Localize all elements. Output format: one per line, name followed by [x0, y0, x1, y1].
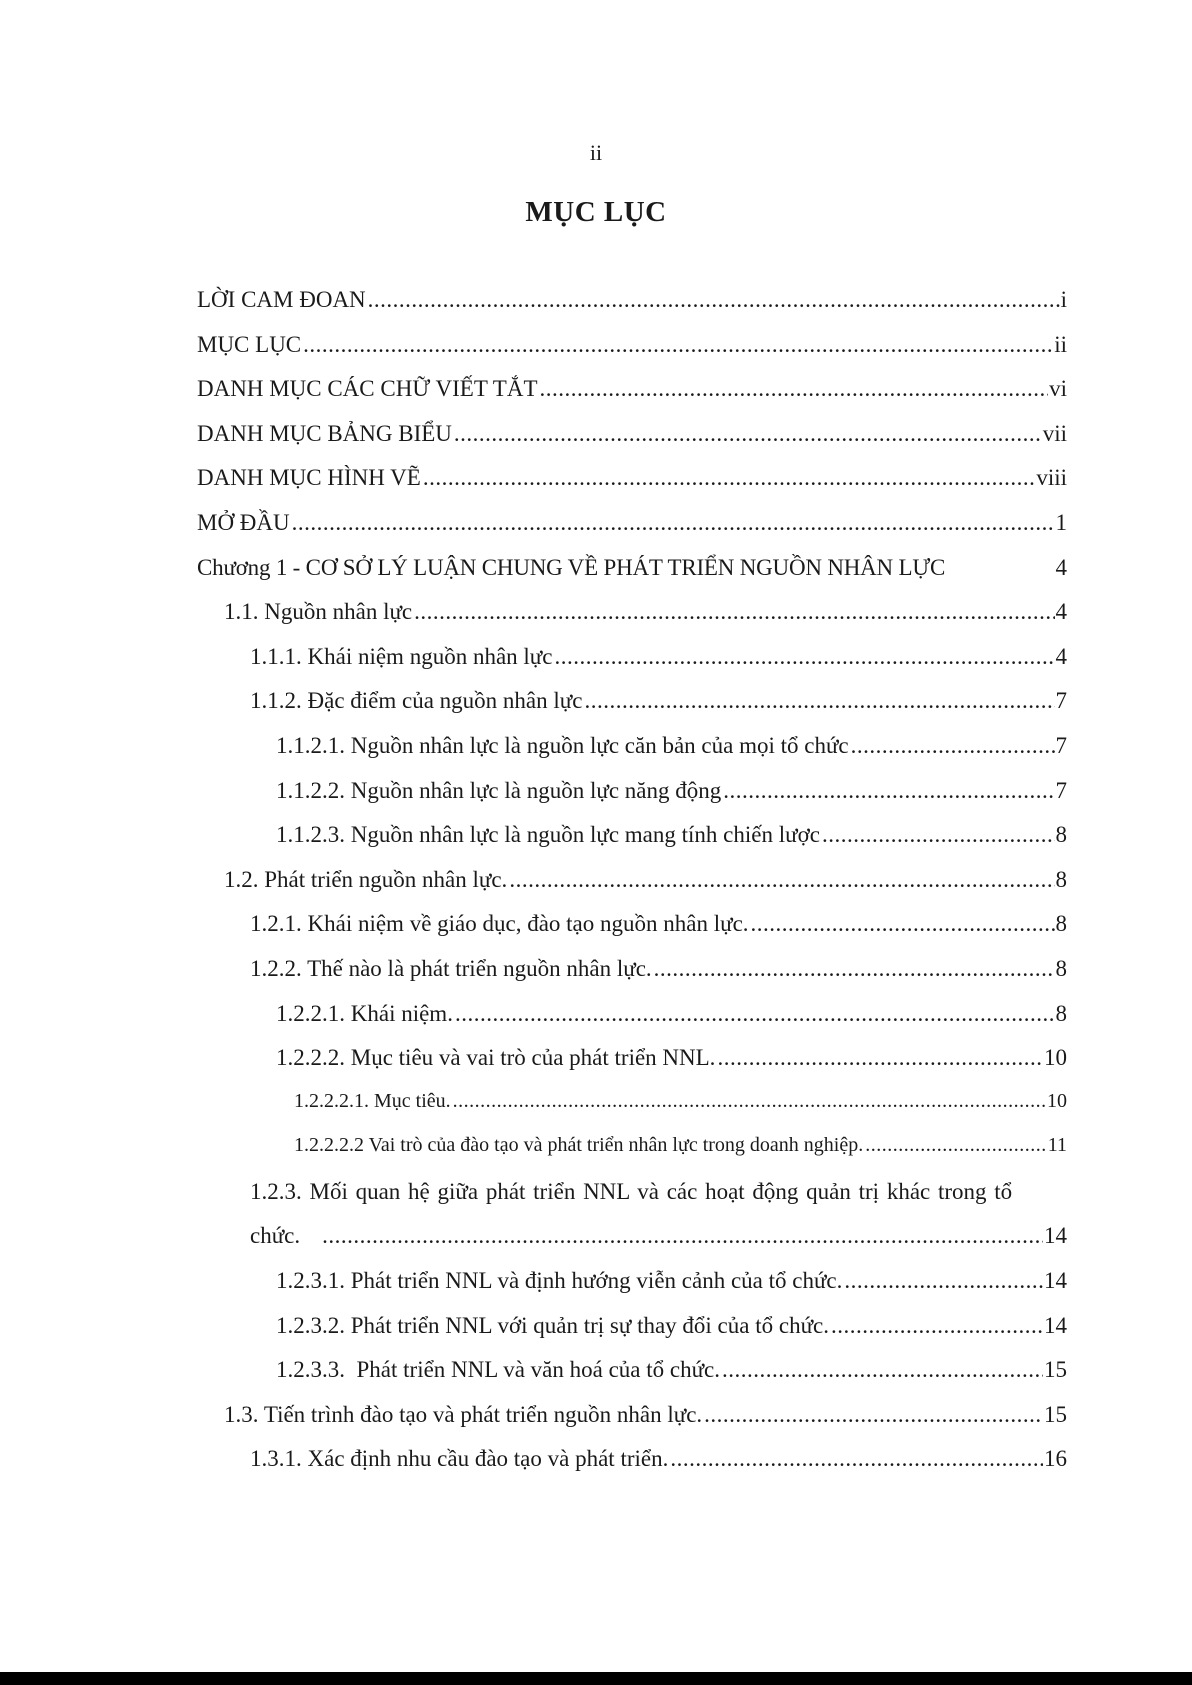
toc-entry-title: 1.1.2.2. Nguồn nhân lực là nguồn lực năng động: [276, 777, 722, 803]
toc-entry[interactable]: [197, 599, 1067, 644]
toc-leader-dots: [455, 1001, 1055, 1027]
toc-entry[interactable]: [197, 956, 1067, 1001]
toc-leader-dots: [322, 1223, 1043, 1249]
toc-entry[interactable]: [197, 1001, 1067, 1046]
toc-entry-page: 4: [1055, 643, 1067, 669]
toc-leader-dots: [844, 1268, 1043, 1294]
toc-entry-title: 1.1.2.1. Nguồn nhân lực là nguồn lực căn bản của mọi tổ chức: [276, 732, 849, 758]
toc-entry-page: 10: [1044, 1045, 1067, 1071]
toc-leader-dots: [423, 465, 1036, 491]
toc-entry-continuation[interactable]: [197, 1223, 1067, 1268]
toc-leader-dots: [554, 644, 1054, 670]
toc-entry-title: 1.2. Phát triển nguồn nhân lực.: [224, 866, 508, 892]
toc-entry[interactable]: [197, 1402, 1067, 1447]
toc-entry[interactable]: [197, 1045, 1067, 1090]
toc-entry[interactable]: [197, 733, 1067, 778]
toc-entry-page: i: [1060, 287, 1067, 312]
toc-entry[interactable]: [197, 1090, 1067, 1135]
toc-entry-page: 16: [1044, 1446, 1067, 1472]
toc-entry[interactable]: [197, 867, 1067, 912]
toc-entry-title: DANH MỤC CÁC CHỮ VIẾT TẮT: [197, 376, 538, 402]
toc-leader-dots: [654, 956, 1055, 982]
toc-entry-title: chức.: [250, 1223, 301, 1249]
toc-entry-title: 1.3. Tiến trình đào tạo và phát triển nguồn nhân lực.: [224, 1401, 703, 1427]
toc-entry-title: DANH MỤC HÌNH VẼ: [197, 465, 421, 491]
toc-entry[interactable]: [197, 1179, 1067, 1224]
toc-entry-page: 8: [1055, 822, 1067, 848]
toc-entry-title: Chương 1 - CƠ SỞ LÝ LUẬN CHUNG VỀ PHÁT TRIỂN NGUỒN NHÂN LỰC: [197, 554, 946, 580]
toc-entry-title: 1.1.1. Khái niệm nguồn nhân lực: [250, 643, 553, 669]
toc-entry[interactable]: [197, 1357, 1067, 1402]
toc-entry-title: 1.3.1. Xác định nhu cầu đào tạo và phát triển.: [250, 1446, 669, 1472]
toc-entry-page: 7: [1055, 777, 1067, 803]
toc-leader-dots: [584, 688, 1054, 714]
page-bottom-border: [0, 1672, 1192, 1685]
toc-entry-page: 7: [1055, 732, 1067, 758]
toc-entry[interactable]: [197, 778, 1067, 823]
toc-leader-dots: [723, 778, 1054, 804]
toc-entry-title: 1.2.3. Mối quan hệ giữa phát triển NNL và các hoạt động quản trị khác trong tổ: [250, 1178, 1013, 1204]
toc-entry-title: 1.1.2. Đặc điểm của nguồn nhân lực: [250, 688, 583, 714]
toc-entry[interactable]: [197, 911, 1067, 956]
toc-entry-title: 1.2.2. Thế nào là phát triển nguồn nhân lực.: [250, 955, 652, 981]
toc-leader-dots: [831, 1313, 1043, 1339]
toc-leader-dots: [670, 1446, 1043, 1472]
toc-entry-page: 8: [1055, 911, 1067, 937]
toc-entry-page: 14: [1044, 1268, 1067, 1294]
toc-entry-title: LỜI CAM ĐOAN: [197, 287, 366, 312]
toc-entry[interactable]: [197, 465, 1067, 510]
toc-entry[interactable]: [197, 1446, 1067, 1491]
toc-entry-page: 1: [1055, 509, 1067, 535]
toc-entry-title: 1.2.3.3. Phát triển NNL và văn hoá của tổ chức.: [276, 1357, 721, 1383]
toc-leader-dots: [509, 867, 1054, 893]
toc-leader-dots: [722, 1357, 1043, 1383]
toc-entry-page: 11: [1047, 1134, 1067, 1157]
toc-entry-title: MỤC LỤC: [197, 331, 302, 357]
toc-entry[interactable]: [197, 510, 1067, 555]
toc-leader-dots: [717, 1045, 1043, 1071]
toc-entry-title: 1.2.1. Khái niệm về giáo dục, đào tạo nguồn nhân lực.: [250, 911, 749, 937]
toc-entry-page: 4: [1055, 554, 1067, 580]
toc-entry-page: 8: [1055, 866, 1067, 892]
toc-entry-title: 1.2.2.2. Mục tiêu và vai trò của phát triển NNL.: [276, 1045, 716, 1071]
toc-leader-dots: [453, 1090, 1046, 1113]
toc-entry-title: 1.2.3.1. Phát triển NNL và định hướng viễn cảnh của tổ chức.: [276, 1268, 843, 1294]
toc-leader-dots: [865, 1134, 1047, 1157]
toc-entry[interactable]: [197, 287, 1067, 332]
toc-leader-dots: [303, 332, 1053, 358]
toc-leader-dots: [851, 733, 1055, 759]
toc-leader-dots: [822, 822, 1055, 848]
toc-entry-page: 7: [1055, 688, 1067, 714]
toc-entry[interactable]: [197, 1134, 1067, 1179]
toc-entry[interactable]: [197, 822, 1067, 867]
toc-entry-page: vi: [1049, 376, 1067, 402]
toc-entry-page: 4: [1055, 599, 1067, 625]
toc-leader-dots: [454, 421, 1042, 447]
toc-entry[interactable]: [197, 1313, 1067, 1358]
toc-leader-dots: [368, 287, 1060, 313]
toc-entry-page: viii: [1036, 465, 1067, 491]
toc-entry-title: MỞ ĐẦU: [197, 509, 290, 535]
toc-entry-title: 1.2.2.2.2 Vai trò của đào tạo và phát triển nhân lực trong doanh nghiệp.: [294, 1134, 864, 1157]
page-title: MỤC LỤC: [525, 196, 667, 228]
toc-entry-title: 1.2.3.2. Phát triển NNL với quản trị sự thay đổi của tổ chức.: [276, 1312, 829, 1338]
toc-entry[interactable]: [197, 644, 1067, 689]
toc-entry-title: 1.1.2.3. Nguồn nhân lực là nguồn lực mang tính chiến lược: [276, 822, 820, 848]
toc-entry-page: 8: [1055, 955, 1067, 981]
toc-entry-page: 15: [1044, 1401, 1067, 1427]
toc-entry[interactable]: [197, 332, 1067, 377]
toc-entry-page: 15: [1044, 1357, 1067, 1383]
toc-leader-dots: [751, 911, 1055, 937]
toc-leader-dots: [704, 1402, 1043, 1428]
toc-entry-page: 14: [1044, 1312, 1067, 1338]
toc-entry-title: DANH MỤC BẢNG BIỂU: [197, 420, 452, 446]
toc-entry[interactable]: [197, 688, 1067, 733]
toc-entry-page: vii: [1042, 420, 1067, 446]
toc-entry-page: 10: [1047, 1089, 1067, 1112]
page-number: ii: [589, 140, 603, 165]
toc-entry[interactable]: [197, 1268, 1067, 1313]
toc-entry-page: 14: [1044, 1223, 1067, 1249]
toc-entry-page: 8: [1055, 1000, 1067, 1026]
toc-entry[interactable]: [197, 555, 1067, 600]
toc-leader-dots: [292, 510, 1055, 536]
toc-entry-title: 1.2.2.2.1. Mục tiêu.: [294, 1089, 451, 1112]
toc-entry[interactable]: [197, 421, 1067, 466]
toc-entry-page: ii: [1054, 331, 1067, 357]
toc-leader-dots: [540, 376, 1049, 402]
table-of-contents: [197, 287, 1067, 1491]
toc-entry[interactable]: [197, 376, 1067, 421]
toc-entry-title: 1.1. Nguồn nhân lực: [224, 599, 413, 625]
toc-leader-dots: [414, 599, 1054, 625]
toc-entry-title: 1.2.2.1. Khái niệm.: [276, 1000, 453, 1026]
